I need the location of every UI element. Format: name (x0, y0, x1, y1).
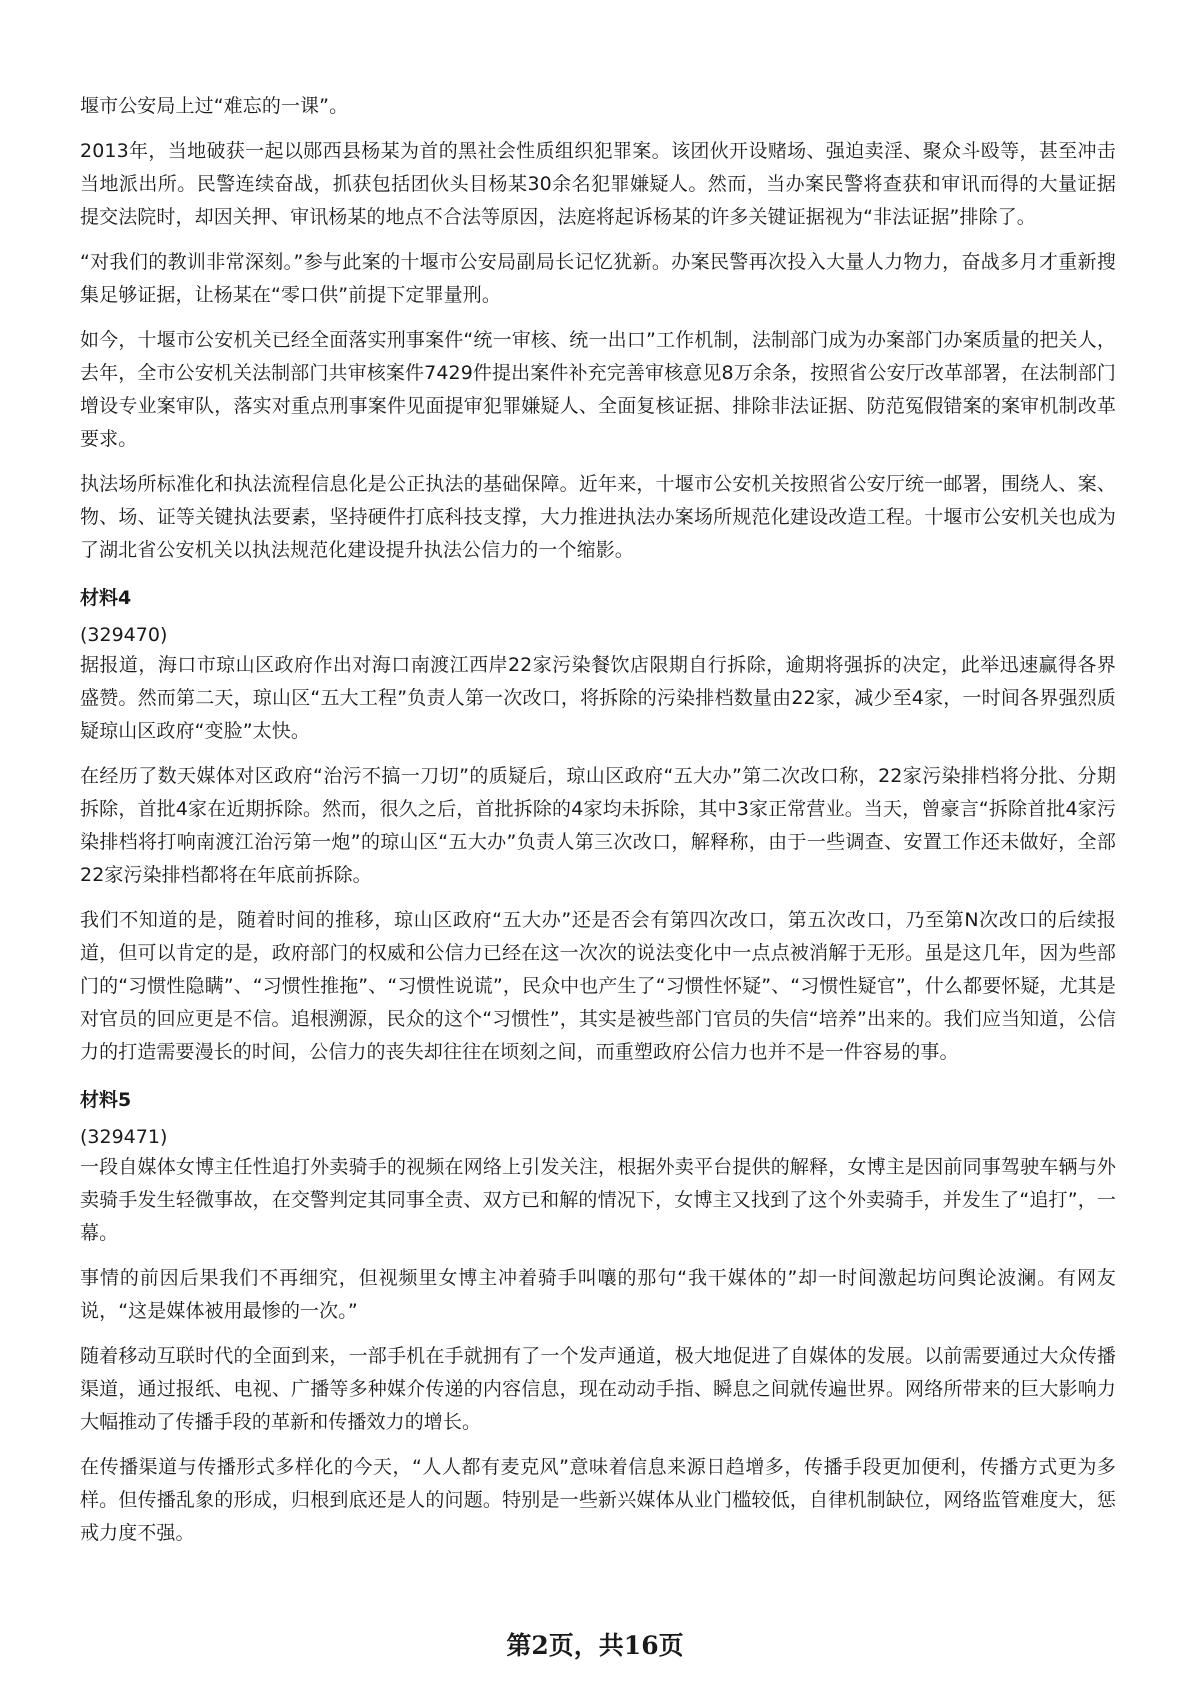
section-heading-material-4: 材料4 (80, 587, 132, 609)
document-body (80, 90, 1116, 1562)
page-number: 第2页，共16页 (506, 1631, 684, 1660)
paragraph: 随着移动互联时代的全面到来，一部手机在手就拥有了一个发声通道，极大地促进了自媒体的发展。以前需要通过大众传播渠道，通过报纸、电视、广播等多种媒介传递的内容信息，现在动动手指、瞬息之间就传遍世界。网络所带来的巨大影响力大幅推动了传播手段的革新和传播效力的增长。 (80, 1345, 1116, 1433)
paragraph: 堰市公安局上过“难忘的一课”。 (80, 95, 349, 117)
question-code: (329470) (80, 624, 168, 646)
paragraph: 在传播渠道与传播形式多样化的今天，“人人都有麦克风”意味着信息来源日趋增多，传播手段更加便利，传播方式更为多样。但传播乱象的形成，归根到底还是人的问题。特别是一些新兴媒体从业门槛较低，自律机制缺位，网络监管难度大，惩戒力度不强。 (80, 1456, 1116, 1544)
paragraph: 据报道，海口市琼山区政府作出对海口南渡江西岸22家污染餐饮店限期自行拆除，逾期将强拆的决定，此举迅速赢得各界盛赞。然而第二天，琼山区“五大工程”负责人第一次改口，将拆除的污染排档数量由22家，减少至4家，一时间各界强烈质疑琼山区政府“变脸”太快。 (80, 654, 1116, 742)
paragraph: 执法场所标准化和执法流程信息化是公正执法的基础保障。近年来，十堰市公安机关按照省公安厅统一邮署，围绕人、案、物、场、证等关键执法要素，坚持硬件打底科技支撑，大力推进执法办案场所规范化建设改造工程。十堰市公安机关也成为了湖北省公安机关以执法规范化建设提升执法公信力的一个缩影。 (80, 473, 1116, 561)
paragraph: 如今，十堰市公安机关已经全面落实刑事案件“统一审核、统一出口”工作机制，法制部门成为办案部门办案质量的把关人，去年，全市公安机关法制部门共审核案件7429件提出案件补充完善审核意见8万余条，按照省公安厅改革部署，在法制部门增设专业案审队，落实对重点刑事案件见面提审犯罪嫌疑人、全面复核证据、排除非法证据、防范冤假错案的案审机制改革要求。 (80, 329, 1116, 450)
paragraph: 在经历了数天媒体对区政府“治污不搞一刀切”的质疑后，琼山区政府“五大办”第二次改口称，22家污染排档将分批、分期拆除，首批4家在近期拆除。然而，很久之后，首批拆除的4家均未拆除，其中3家正常营业。当天，曾豪言“拆除首批4家污染排档将打响南渡江治污第一炮”的琼山区“五大办”负责人第三次改口，解释称，由于一些调查、安置工作还未做好，全部22家污染排档都将在年底前拆除。 (80, 765, 1116, 886)
paragraph: 事情的前因后果我们不再细究，但视频里女博主冲着骑手叫嚷的那句“我干媒体的”却一时间激起坊问舆论波澜。有网友说，“这是媒体被用最惨的一次。” (80, 1267, 1116, 1322)
paragraph: 一段自媒体女博主任性追打外卖骑手的视频在网络上引发关注，根据外卖平台提供的解释，女博主是因前同事驾驶车辆与外卖骑手发生轻微事故，在交警判定其同事全责、双方已和解的情况下，女博主又找到了这个外卖骑手，并发生了“追打”，一幕。 (80, 1156, 1116, 1244)
section-heading-material-5: 材料5 (80, 1089, 132, 1111)
question-code: (329471) (80, 1126, 168, 1148)
paragraph: “对我们的教训非常深刻。”参与此案的十堰市公安局副局长记忆犹新。办案民警再次投入大量人力物力，奋战多月才重新搜集足够证据，让杨某在“零口供”前提下定罪量刑。 (80, 251, 1116, 306)
paragraph: 2013年，当地破获一起以郧西县杨某为首的黑社会性质组织犯罪案。该团伙开设赌场、强迫卖淫、聚众斗殴等，甚至冲击当地派出所。民警连续奋战，抓获包括团伙头目杨某30余名犯罪嫌疑人。然而，当办案民警将查获和审讯而得的大量证据提交法院时，却因关押、审讯杨某的地点不合法等原因，法庭将起诉杨某的许多关键证据视为“非法证据”排除了。 (80, 140, 1116, 228)
paragraph: 我们不知道的是，随着时间的推移，琼山区政府“五大办”还是否会有第四次改口，第五次改口，乃至第N次改口的后续报道，但可以肯定的是，政府部门的权威和公信力已经在这一次次的说法变化中一点点被消解于无形。虽是这几年，因为些部门的“习惯性隐瞒”、“习惯性推拖”、“习惯性说谎”，民众中也产生了“习惯性怀疑”、“习惯性疑官”，什么都要怀疑，尤其是对官员的回应更是不信。追根溯源，民众的这个“习惯性”，其实是被些部门官员的失信“培养”出来的。我们应当知道，公信力的打造需要漫长的时间，公信力的丧失却往往在顷刻之间，而重塑政府公信力也并不是一件容易的事。 (80, 909, 1116, 1063)
